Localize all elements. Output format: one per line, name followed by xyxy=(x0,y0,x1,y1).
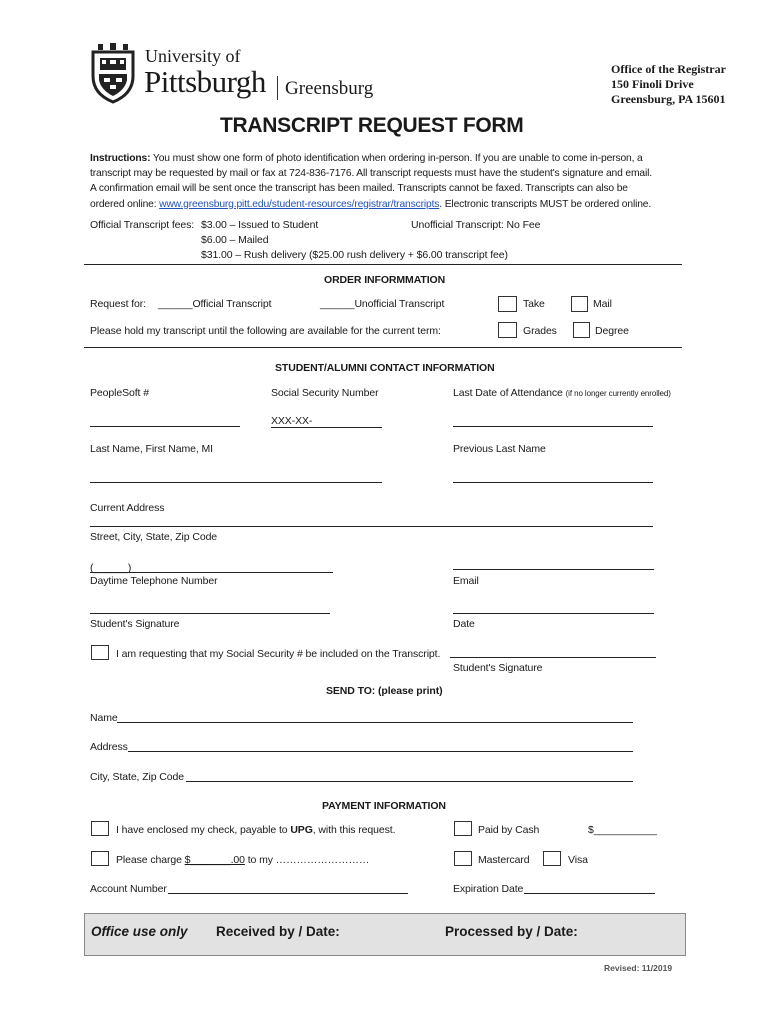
check-label xyxy=(116,824,395,836)
charge-label-post: to my ……………………… xyxy=(244,854,370,866)
name-field[interactable] xyxy=(90,482,382,483)
logo-divider xyxy=(277,76,278,100)
ssn-field[interactable] xyxy=(271,427,382,428)
cash-checkbox[interactable] xyxy=(454,821,472,836)
official-transcript-option[interactable]: ______Official Transcript xyxy=(158,298,272,310)
check-checkbox[interactable] xyxy=(91,821,109,836)
date-label: Date xyxy=(453,618,475,630)
hold-label: Please hold my transcript until the following are available for the current term: xyxy=(90,325,441,337)
send-to-heading: SEND TO: (please print) xyxy=(326,685,443,697)
fee-issued: $3.00 – Issued to Student xyxy=(201,219,319,231)
instructions-line2: transcript may be requested by mail or fax at 724-836-7176. All transcript requests must have the student's signature and email. xyxy=(90,168,652,180)
signature-field[interactable] xyxy=(90,613,330,614)
account-number-field[interactable] xyxy=(168,893,408,894)
check-label-pre: I have enclosed my check, payable to xyxy=(116,824,291,836)
office-use-box xyxy=(84,913,686,956)
take-label: Take xyxy=(523,298,545,310)
consent-signature-label: Student's Signature xyxy=(453,662,543,674)
ssn-consent-checkbox[interactable] xyxy=(91,645,109,660)
office-address xyxy=(611,62,726,107)
request-for-label: Request for: xyxy=(90,298,146,310)
current-address-label: Current Address xyxy=(90,502,165,514)
peoplesoft-label: PeopleSoft # xyxy=(90,387,149,399)
shield-icon xyxy=(90,42,136,104)
phone-label: Daytime Telephone Number xyxy=(90,575,218,587)
signature-label: Student's Signature xyxy=(90,618,180,630)
cash-amount-field[interactable]: $___________ xyxy=(588,824,657,836)
name-label: Last Name, First Name, MI xyxy=(90,443,213,455)
fee-mailed: $6.00 – Mailed xyxy=(201,234,269,246)
office-street: 150 Finoli Drive xyxy=(611,77,694,91)
previous-name-field[interactable] xyxy=(453,482,653,483)
ssn-label: Social Security Number xyxy=(271,387,379,399)
account-number-label: Account Number xyxy=(90,883,167,895)
divider xyxy=(84,264,682,265)
office-city: Greensburg, PA 15601 xyxy=(611,92,726,106)
processed-by-label: Processed by / Date: xyxy=(445,924,578,939)
instructions-line3: A confirmation email will be sent once the transcript has been mailed. Transcripts cannot be faxed. Transcripts can also be xyxy=(90,183,628,195)
contact-heading: STUDENT/ALUMNI CONTACT INFORMATION xyxy=(275,362,495,374)
fee-rush: $31.00 – Rush delivery ($25.00 rush delivery + $6.00 transcript fee) xyxy=(201,249,508,261)
logo-pittsburgh: Pittsburgh xyxy=(144,64,266,99)
take-checkbox[interactable] xyxy=(498,296,517,312)
grades-label: Grades xyxy=(523,325,557,337)
instructions-label: Instructions: xyxy=(90,153,151,164)
expiration-field[interactable] xyxy=(524,893,655,894)
address-field[interactable] xyxy=(90,526,653,527)
charge-label-pre: Please charge xyxy=(116,854,185,866)
divider xyxy=(84,347,682,348)
mail-checkbox[interactable] xyxy=(571,296,588,312)
ssn-consent-label: I am requesting that my Social Security # be included on the Transcript. xyxy=(116,648,441,660)
phone-prefix: (______) xyxy=(90,562,132,574)
office-use-label: Office use only xyxy=(91,924,188,939)
grades-checkbox[interactable] xyxy=(498,322,517,338)
charge-amount-field[interactable]: $_______ xyxy=(184,854,231,866)
send-name-label: Name xyxy=(90,712,118,724)
transcripts-link[interactable]: www.greensburg.pitt.edu/student-resources/registrar/transcripts xyxy=(159,198,440,210)
office-name: Office of the Registrar xyxy=(611,62,726,76)
degree-checkbox[interactable] xyxy=(573,322,590,338)
date-field[interactable] xyxy=(453,613,654,614)
university-logo xyxy=(90,42,390,106)
send-city-field[interactable] xyxy=(186,781,633,782)
email-field[interactable] xyxy=(453,569,654,570)
mastercard-checkbox[interactable] xyxy=(454,851,472,866)
last-date-label xyxy=(453,387,671,399)
unofficial-transcript-option[interactable]: ______Unofficial Transcript xyxy=(320,298,445,310)
instructions-line4-pre: ordered online: xyxy=(90,198,160,210)
charge-cents: .00 xyxy=(230,854,245,866)
send-address-field[interactable] xyxy=(128,751,633,752)
email-label: Email xyxy=(453,575,479,587)
visa-checkbox[interactable] xyxy=(543,851,561,866)
logo-greensburg: Greensburg xyxy=(285,78,374,99)
last-date-note: (if no longer currently enrolled) xyxy=(565,389,671,398)
instructions-line4-post: . Electronic transcripts MUST be ordered online. xyxy=(439,198,652,210)
charge-label xyxy=(116,854,369,866)
page-title: TRANSCRIPT REQUEST FORM xyxy=(220,114,524,137)
order-heading: ORDER INFORMMATION xyxy=(324,274,446,286)
unofficial-fee: Unofficial Transcript: No Fee xyxy=(411,219,541,231)
ssn-prefix: XXX-XX- xyxy=(271,415,313,427)
instructions-line1: You must show one form of photo identification when ordering in-person. If you are unable to come in-person, a xyxy=(150,153,643,164)
mastercard-label: Mastercard xyxy=(478,854,530,866)
last-date-field[interactable] xyxy=(453,426,653,427)
send-name-field[interactable] xyxy=(117,722,633,723)
previous-name-label: Previous Last Name xyxy=(453,443,546,455)
street-label: Street, City, State, Zip Code xyxy=(90,531,218,543)
expiration-label: Expiration Date xyxy=(453,883,524,895)
fees-label: Official Transcript fees: xyxy=(90,219,195,231)
mail-label: Mail xyxy=(593,298,612,310)
last-date-text: Last Date of Attendance xyxy=(453,387,563,399)
send-address-label: Address xyxy=(90,741,128,753)
phone-field[interactable] xyxy=(90,572,333,573)
payment-heading: PAYMENT INFORMATION xyxy=(322,800,446,812)
charge-checkbox[interactable] xyxy=(91,851,109,866)
check-label-post: , with this request. xyxy=(312,824,396,836)
check-label-upg: UPG xyxy=(290,824,313,836)
consent-signature-field[interactable] xyxy=(450,657,656,658)
received-by-label: Received by / Date: xyxy=(216,924,340,939)
peoplesoft-field[interactable] xyxy=(90,426,240,427)
instructions xyxy=(90,151,652,212)
degree-label: Degree xyxy=(595,325,629,337)
revised-date: Revised: 11/2019 xyxy=(604,963,673,973)
send-city-label: City, State, Zip Code xyxy=(90,771,184,783)
visa-label: Visa xyxy=(568,854,588,866)
cash-label: Paid by Cash xyxy=(478,824,540,836)
logo-university-of: University of xyxy=(145,46,241,66)
